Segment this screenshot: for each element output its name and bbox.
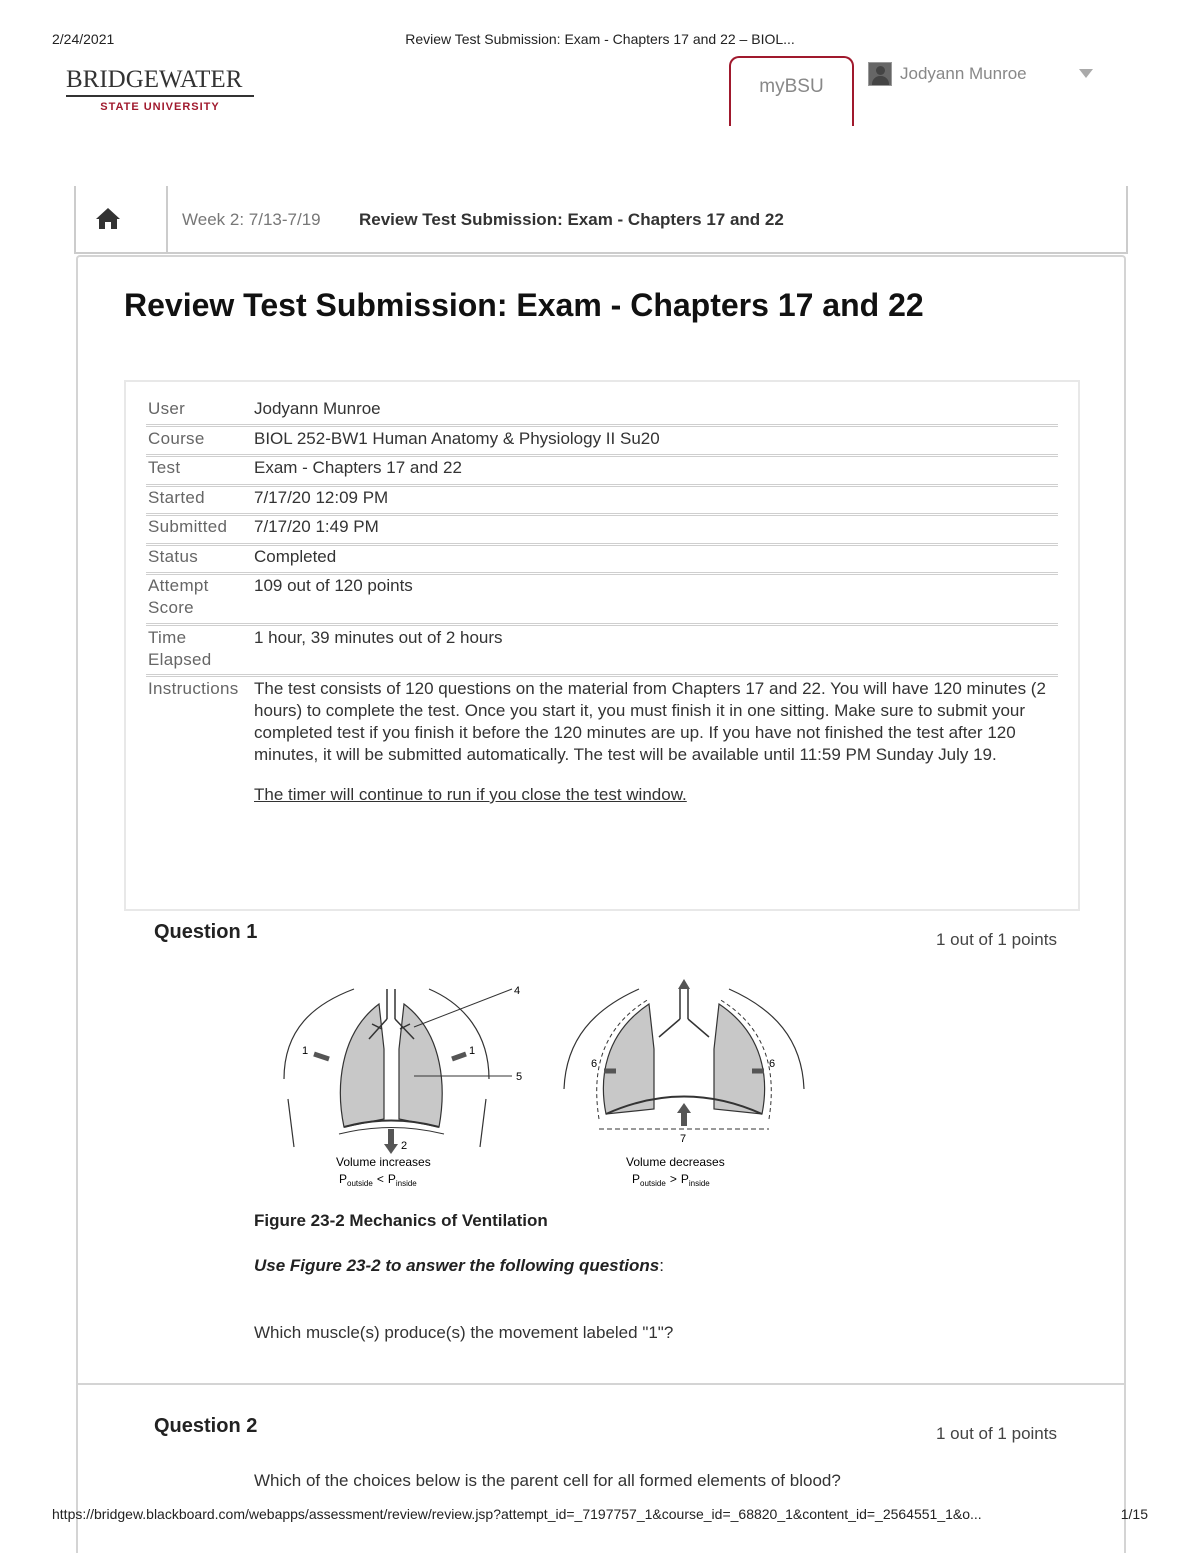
- figure-label: 6: [769, 1058, 776, 1070]
- pressure-subscript: inside: [688, 1179, 710, 1188]
- detail-label: Status: [148, 547, 198, 566]
- detail-row-status: [146, 546, 1058, 575]
- question-1-heading: Question 1: [154, 921, 258, 943]
- pressure-symbol: P: [680, 1172, 689, 1186]
- detail-label: [148, 627, 248, 671]
- question-1-text: Which muscle(s) produce(s) the movement labeled "1"?: [254, 1323, 674, 1342]
- question-2-text: Which of the choices below is the parent cell for all formed elements of blood?: [254, 1471, 841, 1490]
- question-divider: [78, 1383, 1124, 1385]
- figure-label: 6: [591, 1058, 598, 1070]
- main-content: [76, 255, 1126, 1553]
- mybsu-tab[interactable]: [729, 56, 854, 126]
- print-date: 2/24/2021: [52, 31, 115, 47]
- detail-row-test: [146, 457, 1058, 487]
- user-avatar-icon: [868, 62, 892, 86]
- detail-label: Instructions: [148, 679, 239, 698]
- detail-row-elapsed: [146, 627, 1058, 677]
- print-url: https://bridgew.blackboard.com/webapps/assessment/review/review.jsp?attempt_id=_7197757_1&course_id=_68820_1&content_id=_2564551_1&o...: [52, 1506, 982, 1522]
- figure-label: 1: [469, 1045, 476, 1057]
- print-page-title: Review Test Submission: Exam - Chapters 17 and 22 – BIOL...: [405, 31, 795, 47]
- pressure-label: [339, 1172, 417, 1188]
- question-2-score: 1 out of 1 points: [936, 1424, 1057, 1443]
- ventilation-figure: [254, 979, 814, 1199]
- detail-row-score: [146, 575, 1058, 626]
- pressure-operator: ˃: [669, 1172, 677, 1186]
- detail-value: Completed: [254, 547, 337, 566]
- chevron-down-icon[interactable]: [1079, 69, 1093, 78]
- detail-value: Exam - Chapters 17 and 22: [254, 458, 462, 477]
- page-title: Review Test Submission: Exam - Chapters 17 and 22: [124, 287, 924, 323]
- logo-wordmark: BRIDGEWATER: [66, 66, 243, 93]
- pressure-subscript: outside: [640, 1179, 666, 1188]
- figure-label: 2: [401, 1140, 408, 1152]
- logo-rule: [66, 95, 254, 97]
- figure-label: 7: [680, 1133, 687, 1145]
- pressure-subscript: inside: [395, 1179, 417, 1188]
- university-logo[interactable]: [66, 66, 256, 113]
- detail-label: [148, 575, 248, 619]
- instructions-text: The test consists of 120 questions on the material from Chapters 17 and 22. You will have 120 minutes (2 hours) to complete the test. Once you start it, you must finish it in one sitting. Make sure to submit your completed test if you finish it before the 120 minutes are up. If you have not finished the test after 120 minutes, it will be submitted automatically. The test will be available until 11:59 PM Sunday July 19.: [254, 679, 1046, 764]
- inspiration-diagram: [284, 985, 522, 1188]
- detail-row-user: [146, 398, 1058, 427]
- question-1-score: 1 out of 1 points: [936, 930, 1057, 949]
- figure-caption-label: Volume decreases: [626, 1155, 725, 1169]
- instructions-note: The timer will continue to run if you close the test window.: [254, 785, 687, 804]
- detail-label-line: Attempt: [148, 576, 209, 595]
- detail-value: [254, 678, 1049, 806]
- pressure-symbol: P: [632, 1172, 641, 1186]
- home-button[interactable]: [76, 186, 168, 252]
- submission-details: [124, 380, 1080, 911]
- expiration-diagram: [564, 979, 804, 1188]
- user-menu[interactable]: [868, 62, 1027, 86]
- detail-row-submitted: [146, 516, 1058, 546]
- detail-value: 7/17/20 12:09 PM: [254, 488, 389, 507]
- detail-value: Jodyann Munroe: [254, 399, 381, 418]
- mybsu-tab-label: myBSU: [759, 76, 824, 97]
- pressure-symbol: P: [339, 1172, 348, 1186]
- question-2-heading: Question 2: [154, 1415, 258, 1437]
- pressure-symbol: P: [387, 1172, 396, 1186]
- detail-label-line: Score: [148, 598, 194, 617]
- figure-instruction-text: Use Figure 23-2 to answer the following questions: [254, 1256, 660, 1275]
- detail-label-line: Time: [148, 628, 187, 647]
- print-page-number: 1/15: [1120, 1506, 1148, 1522]
- detail-label: Course: [148, 429, 205, 448]
- detail-row-course: [146, 428, 1058, 457]
- detail-row-started: [146, 487, 1058, 516]
- detail-label: Started: [148, 488, 205, 507]
- breadcrumb: [74, 186, 1128, 254]
- figure-label: 4: [514, 985, 521, 997]
- figure-instruction: [254, 1256, 664, 1276]
- pressure-subscript: outside: [347, 1179, 373, 1188]
- pressure-operator: ˂: [376, 1172, 384, 1186]
- detail-label-line: Elapsed: [148, 650, 212, 669]
- detail-value: BIOL 252-BW1 Human Anatomy & Physiology II Su20: [254, 429, 660, 448]
- figure-label: 5: [516, 1071, 523, 1083]
- detail-value: 7/17/20 1:49 PM: [254, 517, 379, 536]
- detail-label: Test: [148, 458, 181, 477]
- breadcrumb-week-link[interactable]: Week 2: 7/13-7/19: [182, 210, 321, 229]
- detail-row-instructions: [146, 678, 1058, 838]
- breadcrumb-current: Review Test Submission: Exam - Chapters 17 and 22: [359, 210, 784, 229]
- figure-caption: Figure 23-2 Mechanics of Ventilation: [254, 1211, 548, 1230]
- figure-instruction-tail: :: [659, 1256, 664, 1275]
- figure-label: 1: [302, 1045, 309, 1057]
- detail-value: 1 hour, 39 minutes out of 2 hours: [254, 628, 503, 647]
- detail-value: 109 out of 120 points: [254, 576, 413, 595]
- home-icon: [95, 206, 121, 230]
- detail-label: Submitted: [148, 517, 228, 536]
- pressure-label: [632, 1172, 710, 1188]
- user-name: Jodyann Munroe: [900, 64, 1027, 83]
- detail-label: User: [148, 399, 186, 418]
- logo-subtitle: STATE UNIVERSITY: [100, 101, 220, 113]
- figure-caption-label: Volume increases: [336, 1155, 431, 1169]
